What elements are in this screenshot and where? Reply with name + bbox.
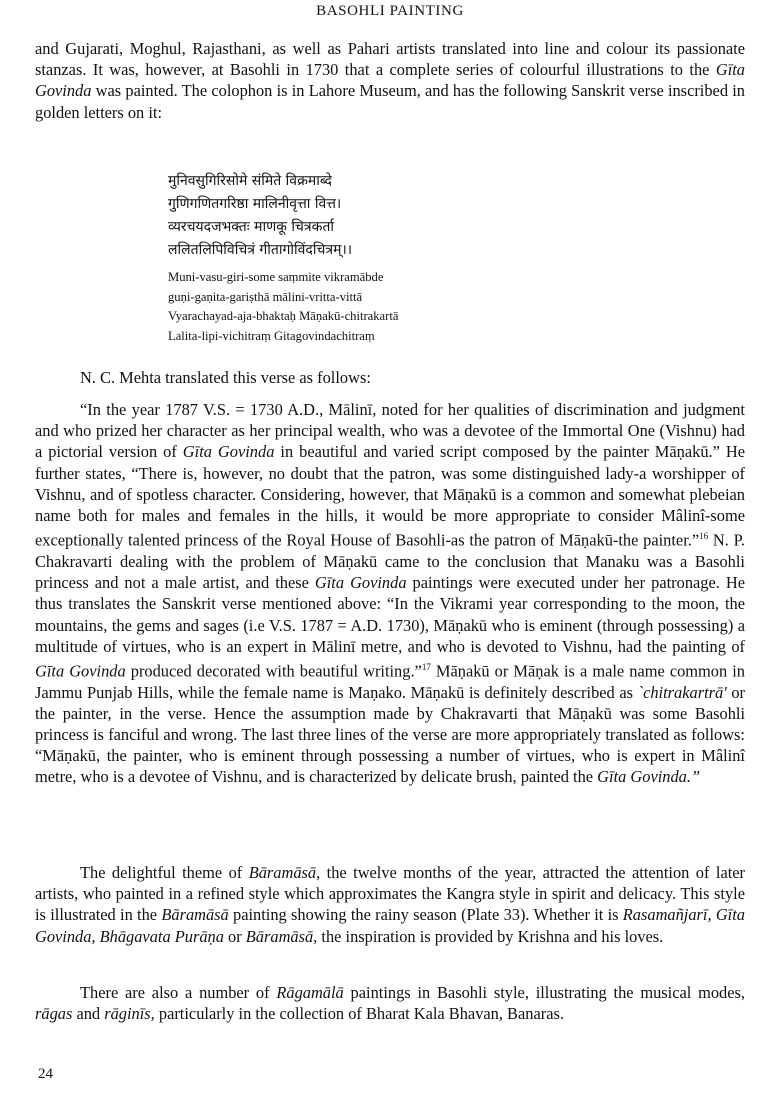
footnote-ref: 16 [699, 531, 709, 542]
page-number: 24 [38, 1066, 53, 1082]
running-header: BASOHLI PAINTING [316, 3, 464, 19]
sanskrit-verse-transliteration [168, 268, 398, 346]
footnote-ref: 17 [421, 661, 431, 672]
paragraph-translations: “In the year 1787 V.S. = 1730 A.D., Mālinī, noted for her qualities of discrimination and judgment and who prized her character as her principal wealth, who was a devotee of the Immortal One (Vishnu) had a pictorial version of Gīta Govinda in beautiful and varied script composed by the painter Māṇakū.” He further states, “There is, however, no doubt that the patron, was some distinguished lady-a worshipper of Vishnu, and of spotless character. Considering, however, that Māṇakū is a common and somewhat plebeian name both for males and females in the hills, it would be more appropriate to consider Mâlinî-some exceptionally talented princess of the Royal House of Basohli-as the patron of Māṇakū-the painter.”$^{16}$ N. P. Chakravarti dealing with the problem of Māṇakū came to the conclusion that Manaku was a Basohli princess and not a male artist, and these Gīta Govinda paintings were executed under her patronage. He thus translates the Sanskrit verse mentioned above: “In the Vikrami year corresponding to the moon, the mountains, the gems and sages (i.e V.S. 1787 = A.D. 1730), Māṇakū who is eminent (through possessing) a multitude of virtues, who is an expert in Mālinī metre, and who is devoted to Vishnu, had the painting of Gīta Govinda produced decorated with beautiful writing.”$^{17}$ Māṇakū or Māṇak is a male name common in Jammu Punjab Hills, while the female name is Maṇako. Māṇakū is definitely described as `chitrakartrā' or the painter, in the verse. Hence the assumption made by Chakravarti that Māṇakū was some Basohli princess is fanciful and wrong. The last three lines of the verse are more appropriately translated as follows: “Māṇakū, the painter, who is eminent through possessing a number of virtues, who is expert in Mâlinî metre, who is a devotee of Vishnu, and is characterized by delicate brush, painted the Gīta Govinda.” [35, 400, 746, 787]
verse-line: Vyarachayad-aja-bhaktaḥ Māṇakū-chitrakartā [168, 309, 399, 324]
paragraph-baramasa: The delightful theme of Bāramāsā, the twelve months of the year, attracted the attention of later artists, who painted in a refined style which approximates the Kangra style in spirit and delicacy. This style is illustrated in the Bāramāsā painting showing the rainy season (Plate 33). Whether it is Rasamañjarī, Gīta Govinda, Bhāgavata Purāṇa or Bāramāsā, the inspiration is provided by Krishna and his loves. [35, 863, 746, 946]
verse-line: मुनिवसुगिरिसोमे संमिते विक्रमाब्दे [168, 173, 332, 189]
paragraph-gita-govinda-series: and Gujarati, Moghul, Rajasthani, as well as Pahari artists translated into line and colour its passionate stanzas. It was, however, at Basohli in 1730 that a complete series of colourful illustrations to the Gīta Govinda was painted. The colophon is in Lahore Museum, and has the following Sanskrit verse inscribed in golden letters on it: [35, 39, 745, 122]
paragraph-ragamala: There are also a number of Rāgamālā paintings in Basohli style, illustrating the musical modes, rāgas and rāginīs, particularly in the collection of Bharat Kala Bhavan, Banaras. [35, 983, 745, 1024]
verse-line: guṇi-gaṇita-gariṣthā mālini-vritta-vittā [168, 289, 363, 304]
verse-line: Muni-vasu-giri-some saṃmite vikramābde [168, 270, 384, 284]
paragraph-mehta-intro: N. C. Mehta translated this verse as follows: [80, 368, 371, 387]
verse-line: गुणिगणितगरिष्ठा मालिनीवृत्ता वित्त। [168, 196, 342, 212]
verse-line: व्यरचयदजभक्तः माणकू चित्रकर्ता [168, 219, 334, 235]
verse-line: ललितलिपिविचित्रं गीतागोविंदचित्रम्।। [168, 242, 353, 258]
sanskrit-verse-devanagari [168, 170, 352, 262]
verse-line: Lalita-lipi-vichitraṃ Gitagovindachitraṃ [168, 328, 375, 343]
